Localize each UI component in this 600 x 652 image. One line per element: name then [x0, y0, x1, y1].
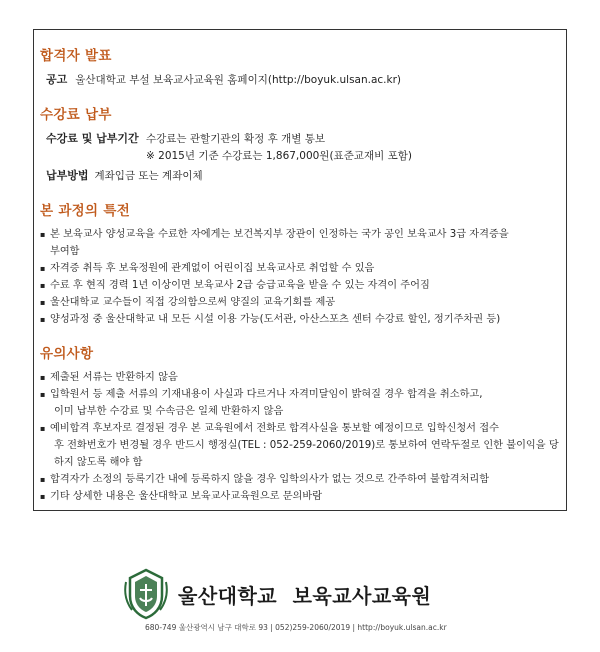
announcement-value: 울산대학교 부설 보육교사교육원 홈페이지(http://boyuk.ulsan.ac.kr)	[75, 74, 401, 86]
list-item: ▪ 울산대학교 교수들이 직접 강의함으로써 양질의 교육기회를 제공	[40, 294, 565, 311]
section-title-payment: 수강료 납부	[40, 107, 112, 123]
notes-list	[40, 369, 565, 505]
method-value: 계좌입금 또는 계좌이체	[94, 170, 203, 182]
announcement-row	[40, 71, 565, 89]
list-item: ▪ 자격증 취득 후 보육정원에 관계없이 어린이집 보육교사로 취업할 수 있음	[40, 260, 565, 277]
org-name-university: 울산대학교	[178, 583, 278, 608]
org-name-institute: 보육교사교육원	[292, 583, 432, 608]
list-item: ▪ 양성과정 중 울산대학교 내 모든 시설 이용 가능(도서관, 아산스포츠 센터 수강료 할인, 정기주차권 등)	[40, 311, 565, 328]
logo-row	[122, 568, 431, 620]
fee-row	[40, 130, 565, 148]
benefits-list	[40, 226, 565, 328]
fee-value: 수강료는 관할기관의 확정 후 개별 통보	[146, 133, 325, 145]
method-row	[40, 167, 565, 185]
list-item: ▪ 입학원서 등 제출 서류의 기재내용이 사실과 다르거나 자격미달임이 밝혀질 경우 합격을 취소하고, 이미 납부한 수강료 및 수속금은 일체 반환하지 않음	[40, 386, 565, 420]
list-item: ▪ 제출된 서류는 반환하지 않음	[40, 369, 565, 386]
university-emblem-icon	[122, 568, 170, 620]
section-benefits	[40, 199, 565, 328]
announcement-label: 공고	[46, 73, 68, 86]
list-item: ▪ 예비합격 후보자로 결정된 경우 본 교육원에서 전화로 합격사실을 통보할 예정이므로 입학신청서 접수 후 전화번호가 변경될 경우 반드시 행정실(TEL : 052-259-2060/2019)로 통보하여 연락두절로 인한 불이익을 당하지 않도록 해야 함	[40, 420, 565, 471]
method-label: 납부방법	[46, 169, 89, 182]
section-title-benefits: 본 과정의 특전	[40, 203, 131, 219]
notice-content	[40, 44, 565, 519]
list-item: ▪ 합격자가 소정의 등록기간 내에 등록하지 않을 경우 입학의사가 없는 것으로 간주하여 불합격처리함	[40, 471, 565, 488]
footer-address: 680-749 울산광역시 남구 대학로 93 | 052)259-2060/2019 | http://boyuk.ulsan.ac.kr	[145, 623, 447, 632]
fee-note: ※ 2015년 기준 수강료는 1,867,000원(표준교재비 포함)	[146, 150, 412, 162]
section-payment	[40, 103, 565, 185]
list-item: ▪ 수료 후 현직 경력 1년 이상이면 보육교사 2급 승급교육을 받을 수 있는 자격이 주어짐	[40, 277, 565, 294]
section-title-notes: 유의사항	[40, 346, 94, 362]
section-announcement	[40, 44, 565, 89]
org-name	[178, 580, 431, 609]
list-item: ▪ 본 보육교사 양성교육을 수료한 자에게는 보건복지부 장관이 인정하는 국가 공인 보육교사 3급 자격증을 부여함	[40, 226, 565, 260]
list-item: ▪ 기타 상세한 내용은 울산대학교 보육교사교육원으로 문의바람	[40, 488, 565, 505]
fee-label: 수강료 및 납부기간	[46, 132, 139, 145]
section-notes	[40, 342, 565, 505]
section-title-announcement: 합격자 발표	[40, 48, 112, 64]
